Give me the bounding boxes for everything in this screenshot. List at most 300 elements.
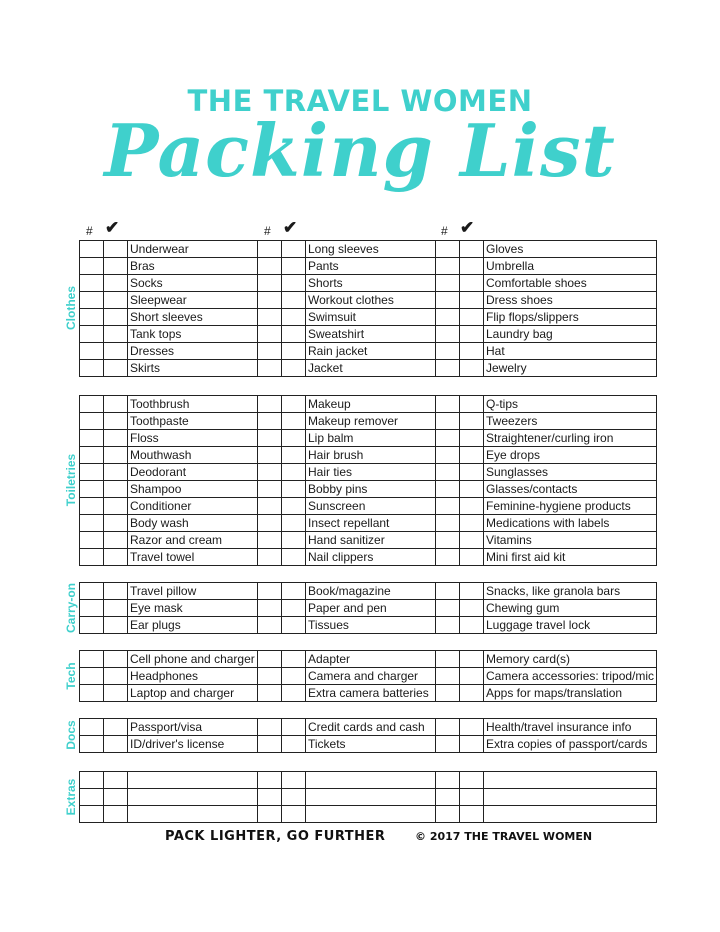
quantity-cell[interactable] [80,515,104,532]
checkbox-cell[interactable] [104,719,128,736]
quantity-cell[interactable] [258,241,282,258]
table-row [80,275,657,292]
quantity-cell[interactable] [258,396,282,413]
checkbox-cell[interactable] [104,464,128,481]
item-cell: Credit cards and cash [306,719,436,736]
item-cell: Bras [128,258,258,275]
quantity-cell[interactable] [80,772,104,789]
quantity-cell[interactable] [436,447,460,464]
quantity-cell[interactable] [258,343,282,360]
checkbox-cell[interactable] [104,651,128,668]
section-table-carry-on [79,582,657,634]
checkbox-cell[interactable] [104,309,128,326]
page-title: Packing List [104,108,616,193]
checkbox-cell[interactable] [282,583,306,600]
checkbox-cell[interactable] [104,583,128,600]
checkbox-cell[interactable] [282,447,306,464]
item-cell [306,772,436,789]
quantity-cell[interactable] [436,600,460,617]
quantity-cell[interactable] [436,789,460,806]
quantity-cell[interactable] [258,326,282,343]
item-cell: Gloves [484,241,657,258]
quantity-cell[interactable] [80,789,104,806]
checkbox-cell[interactable] [460,309,484,326]
item-cell: Toothbrush [128,396,258,413]
checkbox-cell[interactable] [104,668,128,685]
item-cell: Shampoo [128,481,258,498]
quantity-cell[interactable] [80,309,104,326]
checkbox-cell[interactable] [282,719,306,736]
checkbox-cell[interactable] [282,292,306,309]
quantity-cell[interactable] [80,292,104,309]
table-row [80,549,657,566]
item-cell: Swimsuit [306,309,436,326]
item-cell: Mini first aid kit [484,549,657,566]
quantity-cell[interactable] [258,719,282,736]
table-row [80,651,657,668]
item-cell: Rain jacket [306,343,436,360]
checkbox-cell[interactable] [104,396,128,413]
quantity-cell[interactable] [80,326,104,343]
item-cell: Hat [484,343,657,360]
item-cell: Bobby pins [306,481,436,498]
item-cell: Paper and pen [306,600,436,617]
checkbox-cell[interactable] [282,275,306,292]
item-cell: Laundry bag [484,326,657,343]
quantity-cell[interactable] [80,668,104,685]
quantity-cell[interactable] [80,532,104,549]
item-cell: Mouthwash [128,447,258,464]
item-cell: Sunglasses [484,464,657,481]
checkbox-cell[interactable] [460,789,484,806]
quantity-cell[interactable] [80,343,104,360]
quantity-header: # [441,224,448,238]
table-row [80,360,657,377]
checkmark-icon: ✔ [460,218,475,237]
checkbox-cell[interactable] [460,685,484,702]
quantity-cell[interactable] [80,481,104,498]
quantity-cell[interactable] [80,360,104,377]
item-cell: Dresses [128,343,258,360]
quantity-cell[interactable] [436,292,460,309]
quantity-cell[interactable] [436,258,460,275]
checkbox-cell[interactable] [104,515,128,532]
table-row [80,532,657,549]
checkbox-cell[interactable] [104,736,128,753]
item-cell: Adapter [306,651,436,668]
checkbox-cell[interactable] [460,430,484,447]
table-row [80,292,657,309]
quantity-cell[interactable] [258,532,282,549]
quantity-cell[interactable] [258,258,282,275]
item-cell [306,789,436,806]
quantity-cell[interactable] [80,413,104,430]
item-cell: Underwear [128,241,258,258]
quantity-cell[interactable] [258,617,282,634]
checkbox-cell[interactable] [282,685,306,702]
checkbox-cell[interactable] [460,326,484,343]
quantity-header: # [264,224,271,238]
checkbox-cell[interactable] [460,343,484,360]
item-cell: Tank tops [128,326,258,343]
item-cell: Extra copies of passport/cards [484,736,657,753]
item-cell: Tickets [306,736,436,753]
checkbox-cell[interactable] [460,617,484,634]
item-cell: Conditioner [128,498,258,515]
item-cell [484,789,657,806]
quantity-cell[interactable] [436,360,460,377]
item-cell: Snacks, like granola bars [484,583,657,600]
checkbox-cell[interactable] [460,806,484,823]
quantity-cell[interactable] [80,549,104,566]
item-cell: Flip flops/slippers [484,309,657,326]
checkbox-cell[interactable] [104,617,128,634]
checkbox-cell[interactable] [460,719,484,736]
table-row [80,736,657,753]
checkbox-cell[interactable] [104,806,128,823]
item-cell: Extra camera batteries [306,685,436,702]
checkbox-cell[interactable] [104,326,128,343]
quantity-cell[interactable] [258,668,282,685]
checkbox-cell[interactable] [460,360,484,377]
quantity-cell[interactable] [258,447,282,464]
section-table-extras [79,771,657,823]
quantity-cell[interactable] [436,583,460,600]
checkbox-cell[interactable] [104,343,128,360]
quantity-cell[interactable] [436,549,460,566]
item-cell [128,806,258,823]
section-label: Toiletries [64,453,78,507]
column-headers-3 [434,218,482,240]
checkbox-cell[interactable] [460,413,484,430]
quantity-cell[interactable] [258,549,282,566]
item-cell: Hair brush [306,447,436,464]
item-cell: Short sleeves [128,309,258,326]
quantity-cell[interactable] [258,772,282,789]
table-row [80,668,657,685]
quantity-cell[interactable] [258,292,282,309]
item-cell: Long sleeves [306,241,436,258]
checkbox-cell[interactable] [282,651,306,668]
quantity-cell[interactable] [436,326,460,343]
item-cell: Toothpaste [128,413,258,430]
quantity-cell[interactable] [436,719,460,736]
checkbox-cell[interactable] [104,685,128,702]
quantity-cell[interactable] [436,685,460,702]
quantity-cell[interactable] [80,258,104,275]
checkbox-cell[interactable] [460,447,484,464]
item-cell: Skirts [128,360,258,377]
quantity-cell[interactable] [436,343,460,360]
checkbox-cell[interactable] [282,258,306,275]
checkbox-cell[interactable] [282,360,306,377]
checkbox-cell[interactable] [460,498,484,515]
checkbox-cell[interactable] [282,532,306,549]
quantity-cell[interactable] [80,241,104,258]
checkbox-cell[interactable] [104,498,128,515]
checkbox-cell[interactable] [282,309,306,326]
quantity-cell[interactable] [436,532,460,549]
checkbox-cell[interactable] [460,549,484,566]
brand-heading: THE TRAVEL WOMEN [187,84,533,118]
checkbox-cell[interactable] [282,498,306,515]
quantity-cell[interactable] [80,617,104,634]
checkbox-cell[interactable] [460,241,484,258]
checkbox-cell[interactable] [104,481,128,498]
checkbox-cell[interactable] [104,360,128,377]
item-cell: Jacket [306,360,436,377]
item-cell: Insect repellant [306,515,436,532]
checkbox-cell[interactable] [104,532,128,549]
item-cell: Umbrella [484,258,657,275]
item-cell: Hair ties [306,464,436,481]
checkbox-cell[interactable] [104,275,128,292]
quantity-cell[interactable] [80,275,104,292]
item-cell: Q-tips [484,396,657,413]
checkbox-cell[interactable] [104,413,128,430]
table-row [80,583,657,600]
item-cell [306,806,436,823]
checkbox-cell[interactable] [282,736,306,753]
checkbox-cell[interactable] [282,789,306,806]
checkbox-cell[interactable] [282,617,306,634]
checkbox-cell[interactable] [460,396,484,413]
quantity-cell[interactable] [436,275,460,292]
column-headers-1 [79,218,127,240]
item-cell: Floss [128,430,258,447]
item-cell: Eye drops [484,447,657,464]
table-row [80,515,657,532]
checkbox-cell[interactable] [282,806,306,823]
quantity-cell[interactable] [436,736,460,753]
checkbox-cell[interactable] [282,481,306,498]
quantity-cell[interactable] [258,583,282,600]
table-row [80,464,657,481]
item-cell: Sunscreen [306,498,436,515]
checkbox-cell[interactable] [460,515,484,532]
quantity-cell[interactable] [436,515,460,532]
checkbox-cell[interactable] [282,241,306,258]
checkbox-cell[interactable] [460,532,484,549]
item-cell: Tweezers [484,413,657,430]
table-row [80,789,657,806]
checkmark-icon: ✔ [105,218,120,237]
item-cell: Eye mask [128,600,258,617]
item-cell: Luggage travel lock [484,617,657,634]
item-cell: Vitamins [484,532,657,549]
table-row [80,600,657,617]
table-row [80,685,657,702]
checkbox-cell[interactable] [104,789,128,806]
item-cell: Jewelry [484,360,657,377]
quantity-cell[interactable] [436,772,460,789]
quantity-cell[interactable] [258,515,282,532]
item-cell: Body wash [128,515,258,532]
quantity-cell[interactable] [258,413,282,430]
checkbox-cell[interactable] [282,600,306,617]
table-row [80,430,657,447]
tagline: PACK LIGHTER, GO FURTHER [165,829,386,844]
item-cell: Apps for maps/translation [484,685,657,702]
quantity-cell[interactable] [436,806,460,823]
item-cell: Glasses/contacts [484,481,657,498]
table-row [80,413,657,430]
item-cell: ID/driver's license [128,736,258,753]
table-row [80,719,657,736]
copyright: © 2017 THE TRAVEL WOMEN [415,830,593,843]
checkbox-cell[interactable] [282,515,306,532]
quantity-cell[interactable] [80,806,104,823]
checkbox-cell[interactable] [104,258,128,275]
table-row [80,447,657,464]
table-row [80,498,657,515]
quantity-cell[interactable] [258,309,282,326]
checkbox-cell[interactable] [282,430,306,447]
quantity-cell[interactable] [258,481,282,498]
item-cell: Razor and cream [128,532,258,549]
quantity-cell[interactable] [80,600,104,617]
checkbox-cell[interactable] [460,275,484,292]
item-cell: Deodorant [128,464,258,481]
item-cell: Lip balm [306,430,436,447]
quantity-cell[interactable] [436,668,460,685]
table-row [80,806,657,823]
item-cell: Camera accessories: tripod/mic [484,668,657,685]
table-row [80,241,657,258]
item-cell: Feminine-hygiene products [484,498,657,515]
quantity-cell[interactable] [258,275,282,292]
table-row [80,258,657,275]
checkbox-cell[interactable] [460,481,484,498]
quantity-cell[interactable] [258,651,282,668]
quantity-cell[interactable] [80,651,104,668]
checkbox-cell[interactable] [104,772,128,789]
item-cell: Cell phone and charger [128,651,258,668]
checkbox-cell[interactable] [460,258,484,275]
quantity-cell[interactable] [80,583,104,600]
table-row [80,343,657,360]
quantity-cell[interactable] [258,464,282,481]
checkbox-cell[interactable] [282,668,306,685]
quantity-cell[interactable] [258,789,282,806]
item-cell: Straightener/curling iron [484,430,657,447]
section-label: Clothes [64,285,78,331]
quantity-cell[interactable] [436,309,460,326]
item-cell: Chewing gum [484,600,657,617]
item-cell: Passport/visa [128,719,258,736]
checkbox-cell[interactable] [460,583,484,600]
item-cell: Shorts [306,275,436,292]
item-cell: Book/magazine [306,583,436,600]
quantity-cell[interactable] [258,360,282,377]
item-cell: Workout clothes [306,292,436,309]
quantity-cell[interactable] [436,481,460,498]
checkbox-cell[interactable] [282,772,306,789]
checkbox-cell[interactable] [282,549,306,566]
checkbox-cell[interactable] [460,772,484,789]
quantity-cell[interactable] [80,447,104,464]
item-cell [484,806,657,823]
section-label: Docs [64,720,78,750]
checkbox-cell[interactable] [460,651,484,668]
quantity-cell[interactable] [80,464,104,481]
checkbox-cell[interactable] [104,549,128,566]
quantity-cell[interactable] [436,413,460,430]
table-row [80,481,657,498]
table-row [80,396,657,413]
item-cell: Sleepwear [128,292,258,309]
checkbox-cell[interactable] [104,292,128,309]
item-cell [128,789,258,806]
column-headers-2 [257,218,305,240]
item-cell [484,772,657,789]
checkbox-cell[interactable] [282,464,306,481]
item-cell: Ear plugs [128,617,258,634]
checkbox-cell[interactable] [104,430,128,447]
quantity-cell[interactable] [258,806,282,823]
checkbox-cell[interactable] [282,413,306,430]
quantity-cell[interactable] [80,736,104,753]
item-cell: Medications with labels [484,515,657,532]
item-cell: Dress shoes [484,292,657,309]
quantity-cell[interactable] [80,430,104,447]
checkbox-cell[interactable] [104,241,128,258]
quantity-cell[interactable] [80,498,104,515]
item-cell: Travel pillow [128,583,258,600]
section-label: Extras [64,778,78,815]
checkbox-cell[interactable] [104,447,128,464]
section-label: Tech [64,661,78,690]
item-cell: Headphones [128,668,258,685]
quantity-cell[interactable] [258,685,282,702]
table-row [80,309,657,326]
item-cell: Makeup remover [306,413,436,430]
checkbox-cell[interactable] [104,600,128,617]
quantity-cell[interactable] [80,719,104,736]
checkbox-cell[interactable] [282,343,306,360]
item-cell: Camera and charger [306,668,436,685]
checkbox-cell[interactable] [282,326,306,343]
table-row [80,772,657,789]
item-cell: Laptop and charger [128,685,258,702]
quantity-cell[interactable] [436,396,460,413]
checkbox-cell[interactable] [460,600,484,617]
checkbox-cell[interactable] [282,396,306,413]
quantity-cell[interactable] [436,498,460,515]
section-table-tech [79,650,657,702]
quantity-cell[interactable] [436,651,460,668]
quantity-cell[interactable] [80,396,104,413]
quantity-cell[interactable] [80,685,104,702]
quantity-cell[interactable] [436,617,460,634]
quantity-cell[interactable] [258,600,282,617]
quantity-cell[interactable] [436,464,460,481]
checkbox-cell[interactable] [460,464,484,481]
item-cell: Tissues [306,617,436,634]
checkbox-cell[interactable] [460,292,484,309]
checkmark-icon: ✔ [283,218,298,237]
quantity-cell[interactable] [436,430,460,447]
quantity-cell[interactable] [258,498,282,515]
checkbox-cell[interactable] [460,668,484,685]
item-cell: Socks [128,275,258,292]
checkbox-cell[interactable] [460,736,484,753]
quantity-cell[interactable] [436,241,460,258]
quantity-cell[interactable] [258,736,282,753]
quantity-cell[interactable] [258,430,282,447]
item-cell: Hand sanitizer [306,532,436,549]
item-cell: Memory card(s) [484,651,657,668]
